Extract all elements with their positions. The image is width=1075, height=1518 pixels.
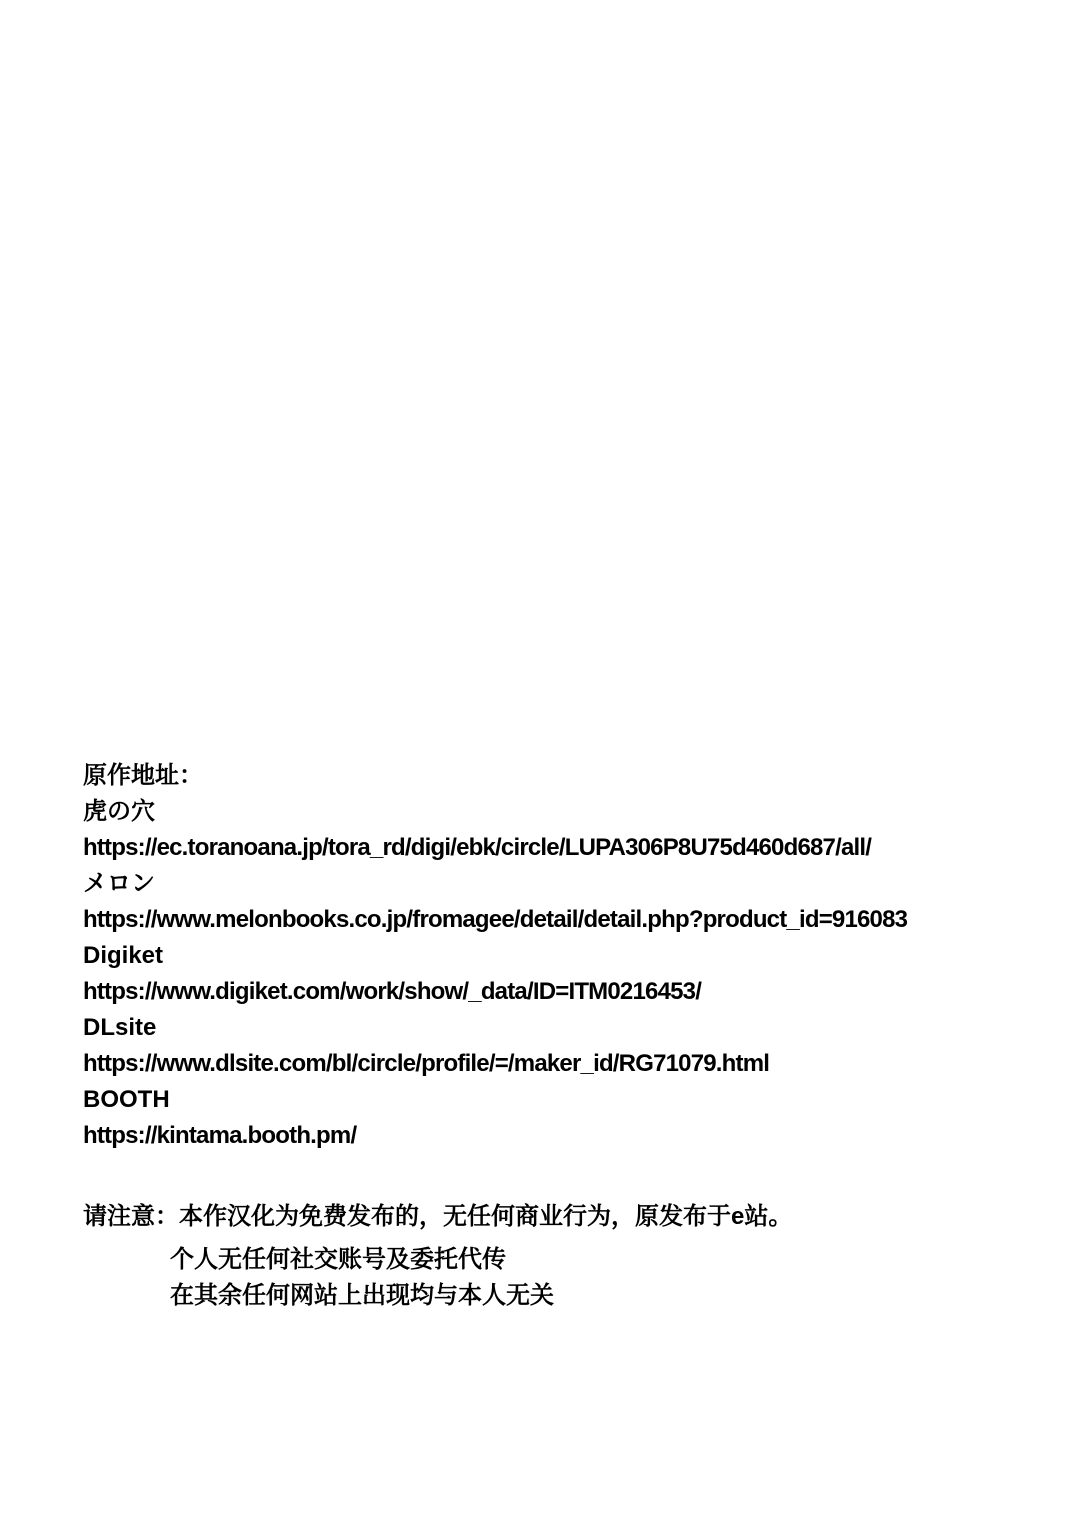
source-heading: 原作地址： (83, 762, 203, 789)
source-links-section (83, 758, 907, 1154)
site-name-melonbooks: メロン (83, 870, 155, 897)
url-dlsite: https://www.dlsite.com/bl/circle/profile/=/maker_id/RG71079.html (83, 1050, 770, 1077)
notice-label: 请注意： (83, 1203, 179, 1230)
site-name-digiket: Digiket (83, 942, 164, 969)
notice-line-2: 个人无任何社交账号及委托代传 (170, 1246, 506, 1273)
notice-line-3: 在其余任何网站上出现均与本人无关 (170, 1282, 554, 1309)
url-toranoana: https://ec.toranoana.jp/tora_rd/digi/ebk/circle/LUPA306P8U75d460d687/all/ (83, 834, 872, 861)
notice-row (83, 1203, 1033, 1230)
url-melonbooks: https://www.melonbooks.co.jp/fromagee/detail/detail.php?product_id=916083 (83, 906, 908, 933)
notice-line-1: 本作汉化为免费发布的，无任何商业行为，原发布于e站。 (179, 1203, 793, 1230)
notice-section (83, 1203, 1033, 1309)
url-digiket: https://www.digiket.com/work/show/_data/ID=ITM0216453/ (83, 978, 702, 1005)
site-name-booth: BOOTH (83, 1086, 170, 1113)
site-name-dlsite: DLsite (83, 1014, 157, 1041)
url-booth: https://kintama.booth.pm/ (83, 1122, 357, 1149)
site-name-toranoana: 虎の穴 (83, 798, 155, 825)
